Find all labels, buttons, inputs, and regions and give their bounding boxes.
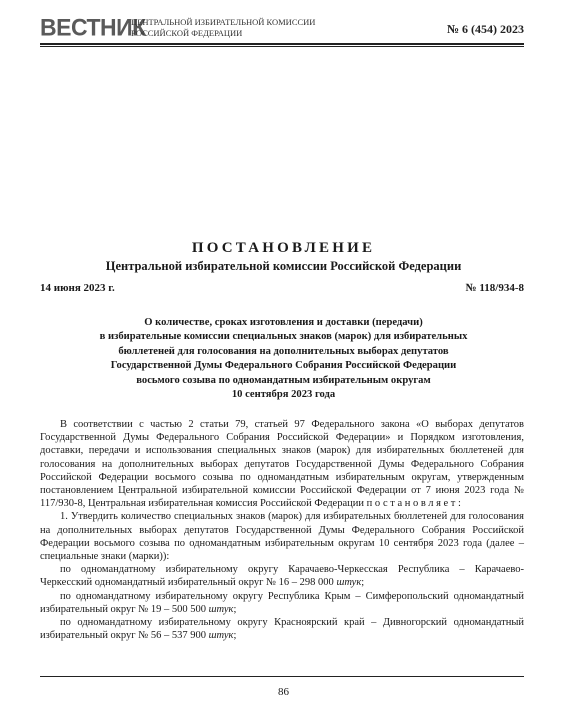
item-1-paragraph: 1. Утвердить количество специальных знаков (марок) для избирательных бюллетеней для голосования на дополнительных выборах депутатов Государственной Думы Федерального Собрания Российской Федерации восьмого созыва по одномандатным избирательным округам 10 сентября 2023 года (далее – специальные знаки (марки)): <box>40 511 524 563</box>
header-divider-thin <box>40 46 524 47</box>
document-heading <box>50 316 517 402</box>
document-date: 14 июня 2023 г. <box>40 282 115 294</box>
district-paragraph: по одномандатному избирательному округу Красноярский край – Дивногорский одномандатный избирательный округ № 56 – 537 900 штук; <box>40 617 524 642</box>
heading-line: бюллетеней для голосования на дополнительных выборах депутатов <box>118 345 449 357</box>
heading-line: 10 сентября 2023 года <box>231 389 336 401</box>
masthead-logo: ВЕСТНИК <box>40 13 146 41</box>
decrees-word: постановляет: <box>366 498 464 510</box>
issue-number: № 6 (454) 2023 <box>446 22 524 36</box>
header-subtitle <box>131 17 351 38</box>
district-paragraph: по одномандатному избирательному округу Республика Крым – Симферопольский одномандатный избирательный округ № 19 – 500 500 штук; <box>40 590 524 615</box>
preamble-text: В соответствии с частью 2 статьи 79, статьей 97 Федерального закона «О выборах депутатов Государственной Думы Федерального Собрания Российской Федерации» и Порядком изготовления, доставки, передачи и использования специальных знаков (марок) для избирательных бюллетеней для голосования на дополнительных выборах депутатов Государственной Думы Федерального Собрания Российской Федерации восьмого созыва по одномандатным избирательным округам, утвержденным постановлением Центральной избирательной комиссии Российской Федерации от 7 июня 2023 года № 117/930-8, Центральная избирательная комиссия Российской Федерации <box>40 419 524 510</box>
unit-label: штук <box>336 577 362 589</box>
unit-label: штук <box>208 603 234 615</box>
document-issuer: Центральной избирательной комиссии Российской Федерации <box>105 259 462 273</box>
header-subtitle-line: РОССИЙСКОЙ ФЕДЕРАЦИИ <box>131 27 243 38</box>
heading-line: в избирательные комиссии специальных знаков (марок) для избирательных <box>99 331 468 343</box>
district-paragraph: по одномандатному избирательному округу Карачаево-Черкесская Республика – Карачаево-Черкесский одномандатный избирательный округ № 16 – 298 000 штук; <box>40 564 524 589</box>
journal-header <box>40 14 524 42</box>
preamble-paragraph <box>40 418 524 510</box>
document-title: ПОСТАНОВЛЕНИЕ <box>191 240 376 256</box>
document-number: № 118/934-8 <box>465 282 524 294</box>
heading-line: О количестве, сроках изготовления и доставки (передачи) <box>144 317 423 328</box>
footer-divider <box>40 676 524 677</box>
heading-line: восьмого созыва по одномандатным избирательным округам <box>136 374 431 386</box>
document-body <box>40 418 524 642</box>
page-number: 86 <box>278 686 289 698</box>
unit-label: штук <box>208 630 234 642</box>
header-subtitle-line: ЦЕНТРАЛЬНОЙ ИЗБИРАТЕЛЬНОЙ КОМИССИИ <box>131 17 316 27</box>
header-divider <box>40 43 524 45</box>
heading-line: Государственной Думы Федерального Собрания Российской Федерации <box>110 360 457 372</box>
